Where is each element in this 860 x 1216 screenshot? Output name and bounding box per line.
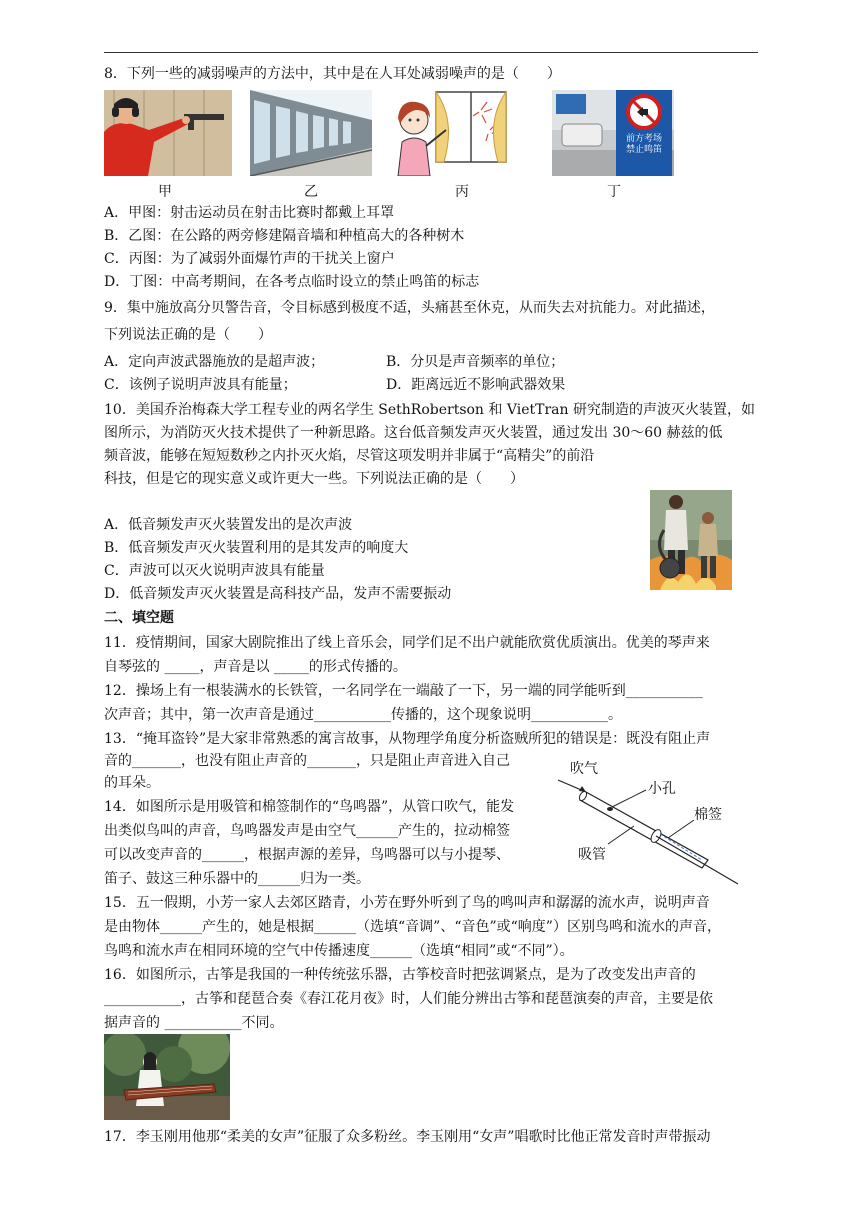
q10-option-c: C．声波可以灭火说明声波具有能量: [104, 563, 325, 579]
q10-option-b: B．低音频发声灭火装置利用的是其发声的响度大: [104, 540, 409, 556]
sonic-extinguisher-photo: [650, 490, 732, 590]
q15-line1: 15．五一假期，小芳一家人去郊区踏青，小芳在野外听到了鸟的鸣叫声和潺潺的流水声，说明声音: [104, 895, 710, 911]
q10-stem-line1: 10．美国乔治梅森大学工程专业的两名学生 SethRobertson 和 VietTran 研究制造的声波灭火装置，如: [104, 402, 755, 418]
q8-option-a: A．甲图：射击运动员在射击比赛时都戴上耳罩: [104, 205, 395, 221]
q10-option-a: A．低音频发声灭火装置发出的是次声波: [104, 517, 353, 533]
q9-stem-line2: 下列说法正确的是（ ）: [104, 327, 272, 343]
q15-line2: 是由物体______产生的，她是根据______（选填“音调”、“音色”或“响度”）区别鸟鸣和流水的声音，: [104, 919, 721, 935]
bird-whistle-diagram: [548, 752, 744, 892]
sign-text-line1: 前方考场: [625, 134, 662, 144]
q9-option-c: C．该例子说明声波具有能量；: [104, 377, 297, 393]
sound-barrier-photo: [250, 90, 372, 176]
q8-option-c: C．丙图：为了减弱外面爆竹声的干扰关上窗户: [104, 251, 395, 267]
q8-option-b: B．乙图：在公路的两旁修建隔音墙和种植高大的各种树木: [104, 228, 465, 244]
girl-closing-window-cartoon: [386, 90, 508, 176]
q12-line1: 12．操场上有一根装满水的长铁管，一名同学在一端敲了一下，另一端的同学能听到___________: [104, 683, 703, 699]
q10-stem-line3: 频音波，能够在短短数秒之内扑灭火焰，尽管这项发明并非属于“高精尖”的前沿: [104, 448, 595, 464]
q16-line2: ___________，古筝和琵琶合奏《春江花月夜》时，人们能分辨出古筝和琵琶演奏的声音，主要是依: [104, 991, 713, 1007]
header-rule: [104, 52, 758, 53]
q8-stem: 8．下列一些的减弱噪声的方法中，其中是在人耳处减弱噪声的是（ ）: [104, 66, 561, 82]
q14-line3: 可以改变声音的______，根据声源的差异，鸟鸣器可以与小提琴、: [104, 847, 510, 863]
q17-line1: 17．李玉刚用他那“柔美的女声”征服了众多粉丝。李玉刚用“女声”唱歌时比他正常发音时声带振动: [104, 1129, 711, 1145]
label-swab: 棉签: [694, 807, 722, 823]
q10-stem-line2: 图所示，为消防灭火技术提供了一种新思路。这台低音频发声灭火装置，通过发出 30～60 赫兹的低: [104, 425, 723, 441]
q9-stem-line1: 9．集中施放高分贝警告音，令目标感到极度不适，头痛甚至休克，从而失去对抗能力。对此描述，: [104, 300, 715, 316]
q14-line1: 14．如图所示是用吸管和棉签制作的“鸟鸣器”，从管口吹气，能发: [104, 799, 515, 815]
q16-line1: 16．如图所示，古筝是我国的一种传统弦乐器，古筝校音时把弦调紧点，是为了改变发出声音的: [104, 967, 696, 983]
q12-line2: 次声音；其中，第一次声音是通过___________传播的，这个现象说明___________。: [104, 707, 622, 723]
section-title-fill-in: 二、填空题: [104, 610, 174, 626]
q11-line1: 11．疫情期间，国家大剧院推出了线上音乐会，同学们足不出户就能欣赏优质演出。优美的琴声来: [104, 635, 710, 651]
q9-option-d: D．距离远近不影响武器效果: [386, 377, 566, 393]
q8-option-d: D．丁图：中高考期间，在各考点临时设立的禁止鸣笛的标志: [104, 274, 480, 290]
q15-line3: 鸟鸣和流水声在相同环境的空气中传播速度______（选填“相同”或“不同”）。: [104, 943, 574, 959]
label-hole: 小孔: [648, 781, 676, 797]
q14-line4: 笛子、鼓这三种乐器中的______归为一类。: [104, 871, 370, 887]
caption-jia: 甲: [158, 184, 172, 200]
sign-text-line2: 禁止鸣笛: [625, 145, 662, 155]
label-straw: 吸管: [578, 847, 606, 863]
q16-line3: 据声音的 ___________不同。: [104, 1015, 284, 1031]
q9-option-a: A．定向声波武器施放的是超声波；: [104, 354, 325, 370]
label-blow: 吹气: [570, 761, 598, 777]
caption-bing: 丙: [455, 184, 469, 200]
caption-yi: 乙: [304, 184, 318, 200]
q13-line2: 音的_______，也没有阻止声音的_______，只是阻止声音进入自己: [104, 753, 510, 769]
q14-line2: 出类似鸟叫的声音，鸟鸣器发声是由空气______产生的，拉动棉签: [104, 823, 510, 839]
q13-line3: 的耳朵。: [104, 775, 160, 791]
no-honking-sign-photo: [552, 90, 674, 176]
q13-line1: 13．“掩耳盗铃”是大家非常熟悉的寓言故事，从物理学角度分析盗贼所犯的错误是：既没有阻止声: [104, 731, 711, 747]
q10-option-d: D．低音频发声灭火装置是高科技产品，发声不需要振动: [104, 586, 452, 602]
shooter-photo: [104, 90, 232, 176]
q11-line2: 自琴弦的 _____，声音是以 _____的形式传播的。: [104, 659, 407, 675]
guzheng-player-photo: [104, 1034, 230, 1120]
q9-option-b: B．分贝是声音频率的单位；: [386, 354, 565, 370]
caption-ding: 丁: [607, 184, 621, 200]
q10-stem-line4: 科技，但是它的现实意义或许更大一些。下列说法正确的是（ ）: [104, 471, 524, 487]
